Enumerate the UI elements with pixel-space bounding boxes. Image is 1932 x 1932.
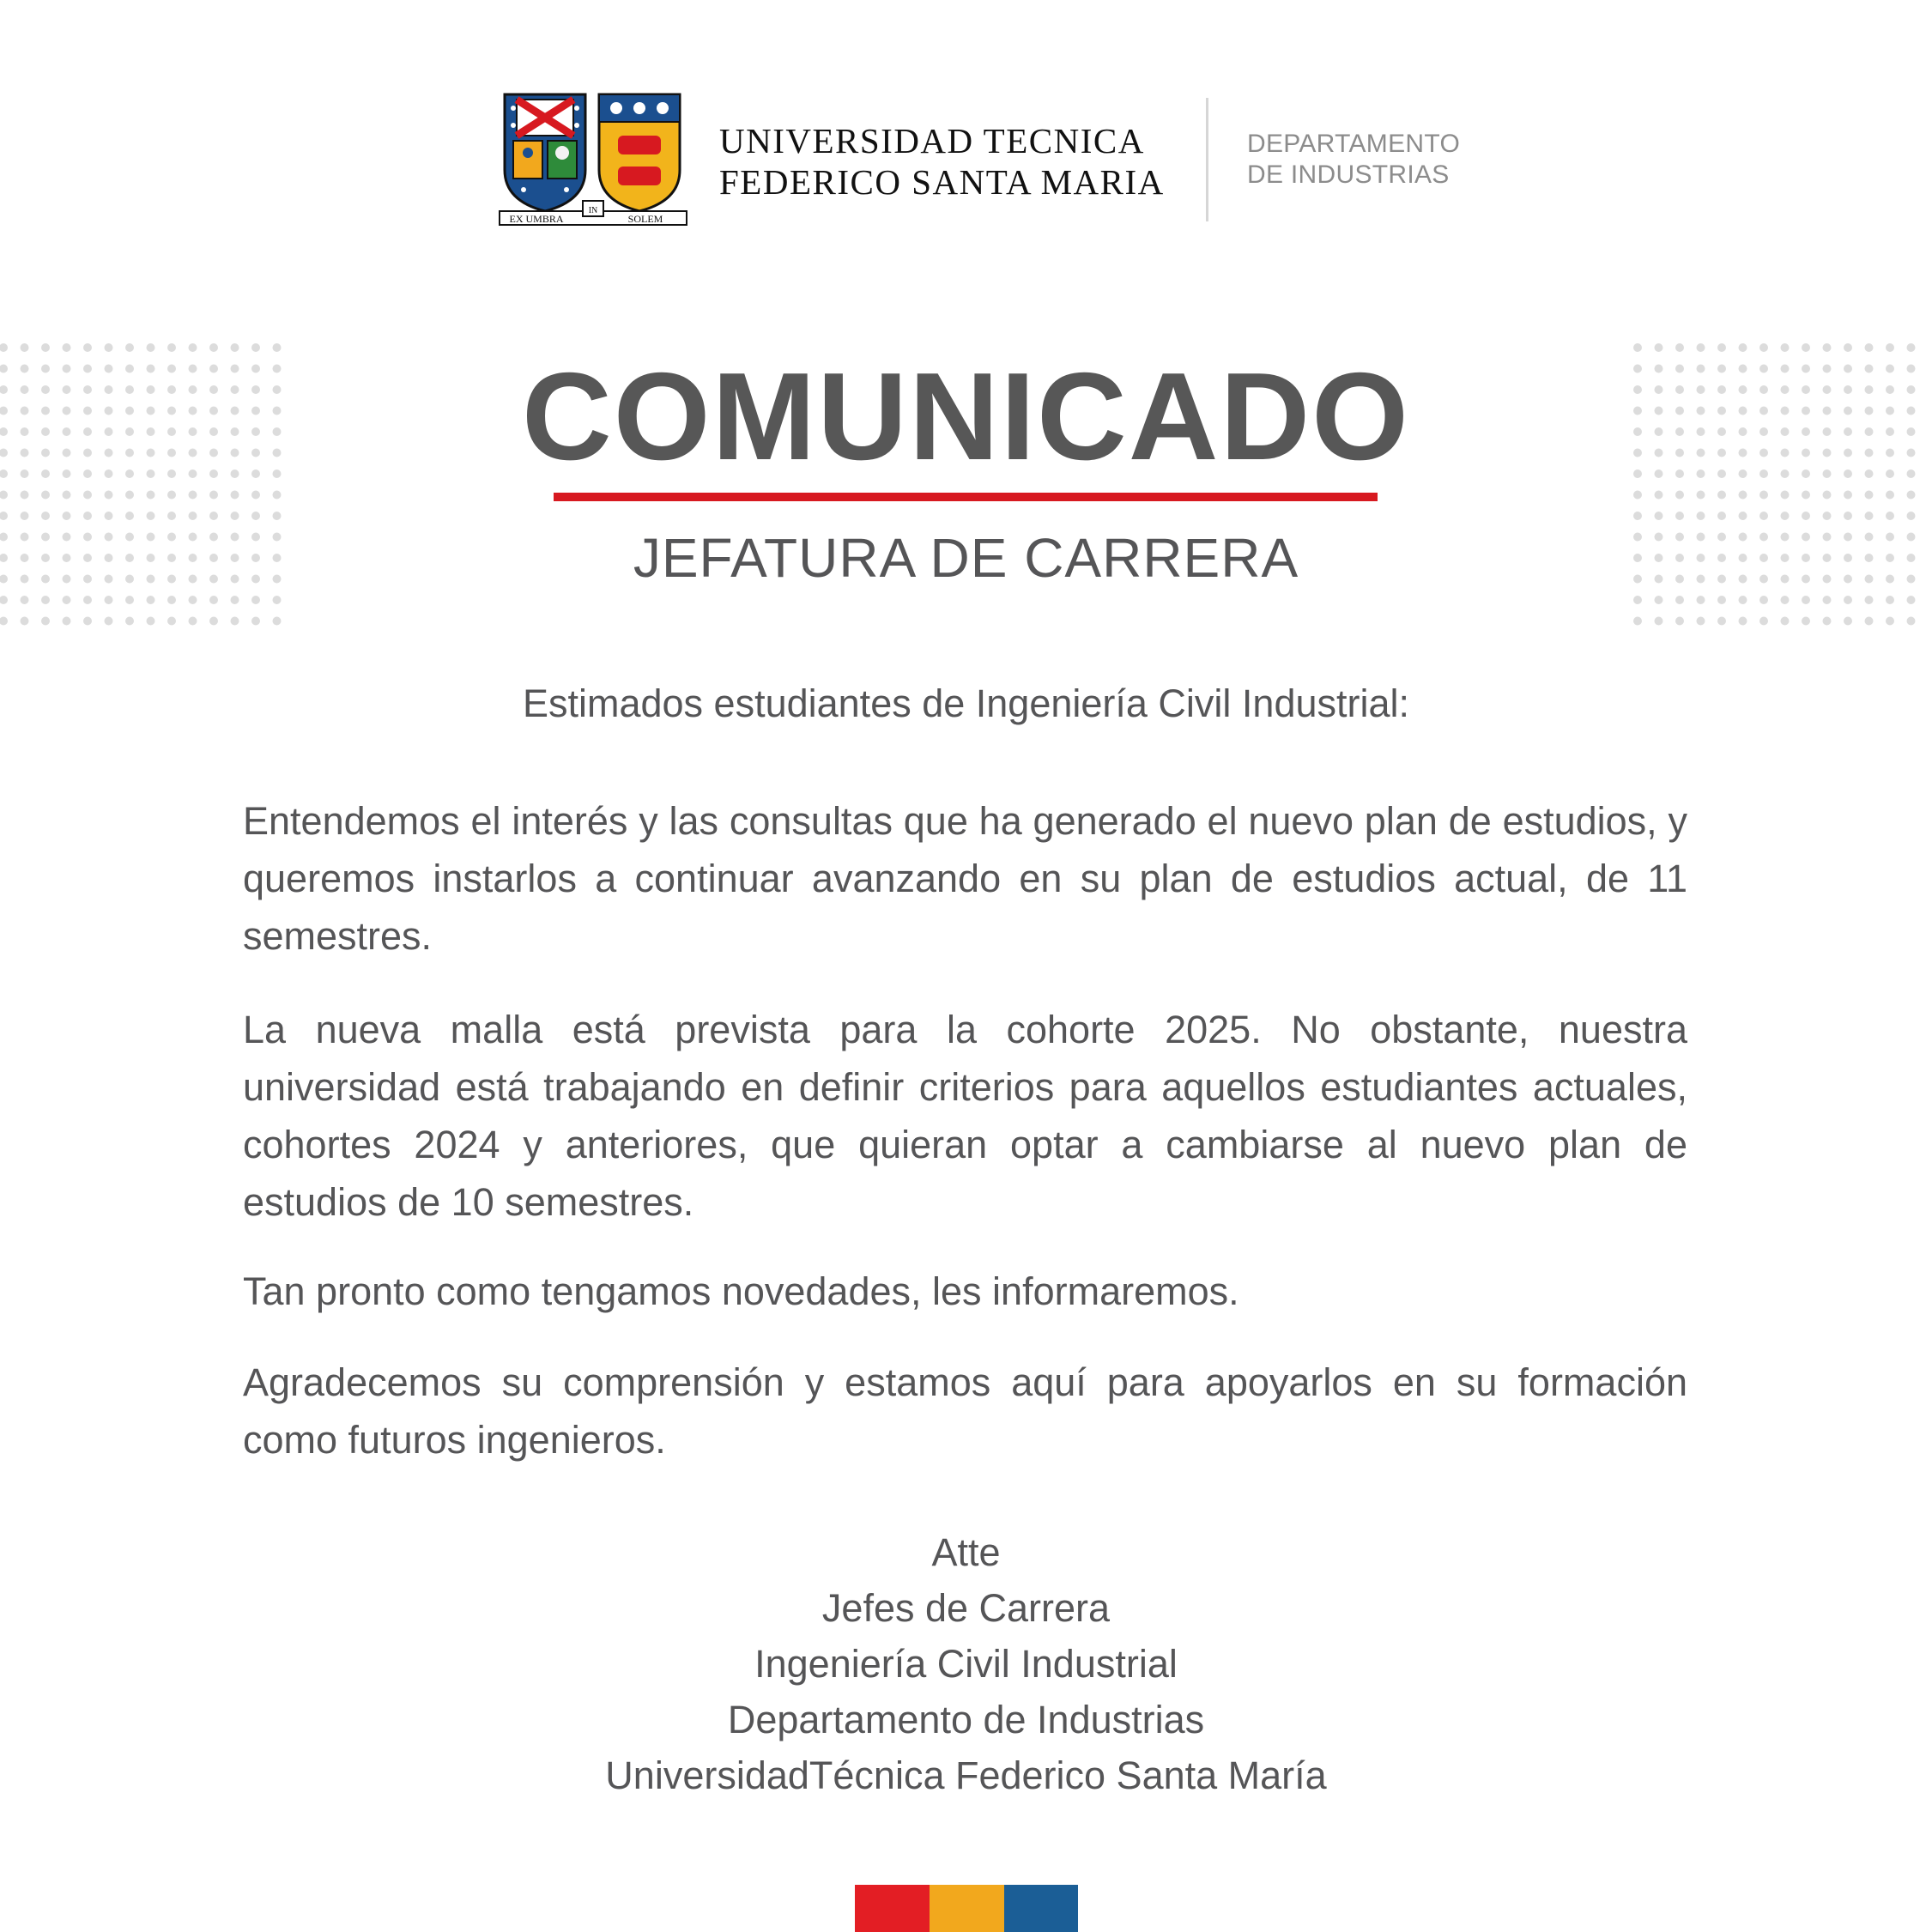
decorative-dot [1844, 491, 1852, 500]
title-underline [554, 493, 1378, 501]
decorative-dot [1759, 512, 1768, 520]
decorative-dot [83, 596, 92, 604]
decorative-dot [1802, 491, 1810, 500]
decorative-dot [41, 512, 50, 520]
decorative-dot [189, 491, 197, 500]
decorative-dot [189, 512, 197, 520]
decorative-dot [83, 512, 92, 520]
decorative-dot [273, 596, 282, 604]
decorative-dot [1823, 596, 1832, 604]
decorative-dot [231, 491, 239, 500]
department-line1: DEPARTAMENTO [1247, 130, 1461, 158]
decorative-dot [209, 596, 218, 604]
crest-motto-right: SOLEM [627, 213, 663, 225]
body-paragraph-4: Agradecemos su comprensión y estamos aquí para apoyarlos en su formación como futuros ingenieros. [243, 1360, 1687, 1462]
body-paragraph-3: Tan pronto como tengamos novedades, les informaremos. [243, 1269, 1239, 1313]
decorative-dot [1759, 617, 1768, 626]
decorative-dot [0, 491, 8, 500]
decorative-dot [1697, 491, 1705, 500]
decorative-dot [189, 596, 197, 604]
greeting: Estimados estudiantes de Ingeniería Civil Industrial: [522, 681, 1410, 725]
decorative-dot [1633, 512, 1642, 520]
decorative-dot [1907, 596, 1916, 604]
department-line2: DE INDUSTRIAS [1247, 160, 1450, 189]
decorative-dot [1717, 512, 1726, 520]
decorative-dot [1675, 596, 1684, 604]
page-subtitle: JEFATURA DE CARRERA [633, 527, 1299, 589]
decorative-dot [1907, 491, 1916, 500]
decorative-dot [1886, 617, 1894, 626]
decorative-dot [251, 512, 260, 520]
decorative-dot [1886, 491, 1894, 500]
signature-block [0, 1524, 1932, 1803]
decorative-dot [1739, 617, 1747, 626]
decorative-dot [125, 512, 134, 520]
signature-line-3: Ingeniería Civil Industrial [754, 1642, 1178, 1686]
color-bar-yellow [930, 1885, 1004, 1932]
decorative-dot [147, 596, 155, 604]
decorative-dot [1823, 617, 1832, 626]
decorative-dot [1655, 491, 1663, 500]
decorative-dot [21, 512, 29, 520]
decorative-dot [105, 596, 113, 604]
decorative-dot [1865, 491, 1874, 500]
decorative-dot [1675, 512, 1684, 520]
decorative-dot [167, 596, 176, 604]
decorative-dot [125, 491, 134, 500]
decorative-dot [1655, 596, 1663, 604]
university-name-line2: FEDERICO SANTA MARIA [719, 162, 1165, 202]
signature-line-5: UniversidadTécnica Federico Santa María [605, 1753, 1327, 1797]
decorative-dot [1802, 596, 1810, 604]
decorative-dot [83, 617, 92, 626]
decorative-dot [1865, 596, 1874, 604]
decorative-dot [273, 512, 282, 520]
decorative-dot [1739, 512, 1747, 520]
decorative-dot [1781, 617, 1790, 626]
crest-motto-center: IN [588, 206, 598, 215]
decorative-dot [189, 617, 197, 626]
decorative-dot [21, 617, 29, 626]
decorative-dot [1844, 512, 1852, 520]
decorative-dot [0, 617, 8, 626]
decorative-dot [41, 596, 50, 604]
decorative-dot [1655, 512, 1663, 520]
decorative-dot [1717, 491, 1726, 500]
decorative-dot [167, 512, 176, 520]
crest-motto-left: EX UMBRA [509, 213, 564, 225]
body-paragraph-2: La nueva malla está prevista para la cohorte 2025. No obstante, nuestra universidad está trabajando en definir criterios para aquellos estudiantes actuales, cohortes 2024 y anteriores, que quieran optar a cambiarse al nuevo plan de estudios de 10 semestres. [243, 1008, 1687, 1224]
decorative-dot [1739, 491, 1747, 500]
decorative-dot [63, 596, 71, 604]
decorative-dot [1802, 617, 1810, 626]
decorative-dot [251, 617, 260, 626]
decorative-dot [1633, 596, 1642, 604]
decorative-dot [1823, 512, 1832, 520]
decorative-dot [1717, 596, 1726, 604]
decorative-dot [1697, 596, 1705, 604]
decorative-dot [105, 617, 113, 626]
decorative-dot [147, 617, 155, 626]
decorative-dot [251, 491, 260, 500]
decorative-dot [147, 491, 155, 500]
decorative-dot [1781, 596, 1790, 604]
page-title: COMUNICADO [522, 347, 1410, 486]
decorative-dot [1759, 491, 1768, 500]
decorative-dot [1886, 512, 1894, 520]
decorative-dot [1675, 491, 1684, 500]
decorative-dot [105, 491, 113, 500]
department-name [1247, 129, 1460, 191]
decorative-dot [209, 617, 218, 626]
decorative-dot [1739, 596, 1747, 604]
decorative-dot [1697, 512, 1705, 520]
decorative-dot [1781, 512, 1790, 520]
university-name-line1: UNIVERSIDAD TECNICA [719, 121, 1145, 160]
decorative-dot [1844, 617, 1852, 626]
decorative-dot [41, 491, 50, 500]
decorative-dot [0, 512, 8, 520]
decorative-dot [1675, 617, 1684, 626]
decorative-dot [1907, 512, 1916, 520]
decorative-dot [1802, 512, 1810, 520]
decorative-dot [1633, 491, 1642, 500]
decorative-dot [1886, 596, 1894, 604]
decorative-dot [41, 617, 50, 626]
decorative-dot [209, 491, 218, 500]
decorative-dot [21, 596, 29, 604]
decorative-dot [231, 596, 239, 604]
decorative-dot [63, 617, 71, 626]
decorative-dot [1907, 617, 1916, 626]
color-bar-red [855, 1885, 930, 1932]
decorative-dot [83, 491, 92, 500]
decorative-dot [63, 491, 71, 500]
signature-line-1: Atte [931, 1530, 1001, 1574]
decorative-dot [125, 596, 134, 604]
decorative-dot [1865, 512, 1874, 520]
decorative-dot [273, 491, 282, 500]
decorative-dot [1781, 491, 1790, 500]
decorative-dot [1865, 617, 1874, 626]
decorative-dot [231, 512, 239, 520]
body-paragraph-1: Entendemos el interés y las consultas que ha generado el nuevo plan de estudios, y queremos instarlos a continuar avanzando en su plan de estudios actual, de 11 semestres. [243, 799, 1687, 958]
decorative-dot [273, 617, 282, 626]
university-name [719, 120, 1165, 203]
header-divider [1206, 98, 1208, 221]
decorative-dot [105, 512, 113, 520]
decorative-dot [231, 617, 239, 626]
decorative-dot [1759, 596, 1768, 604]
decorative-dot [1633, 617, 1642, 626]
university-crest-logo [498, 91, 688, 230]
decorative-dot [209, 512, 218, 520]
decorative-dot [167, 617, 176, 626]
decorative-dot [0, 596, 8, 604]
decorative-dot [1655, 617, 1663, 626]
decorative-dot [125, 617, 134, 626]
decorative-dot [1717, 617, 1726, 626]
color-bar-blue [1004, 1885, 1078, 1932]
decorative-dot [21, 491, 29, 500]
signature-line-2: Jefes de Carrera [821, 1586, 1111, 1630]
decorative-dot [1844, 596, 1852, 604]
signature-line-4: Departamento de Industrias [727, 1698, 1205, 1741]
decorative-dot [251, 596, 260, 604]
decorative-dot [1823, 491, 1832, 500]
decorative-dot [147, 512, 155, 520]
decorative-dot [63, 512, 71, 520]
decorative-dot [1697, 617, 1705, 626]
decorative-dot [167, 491, 176, 500]
